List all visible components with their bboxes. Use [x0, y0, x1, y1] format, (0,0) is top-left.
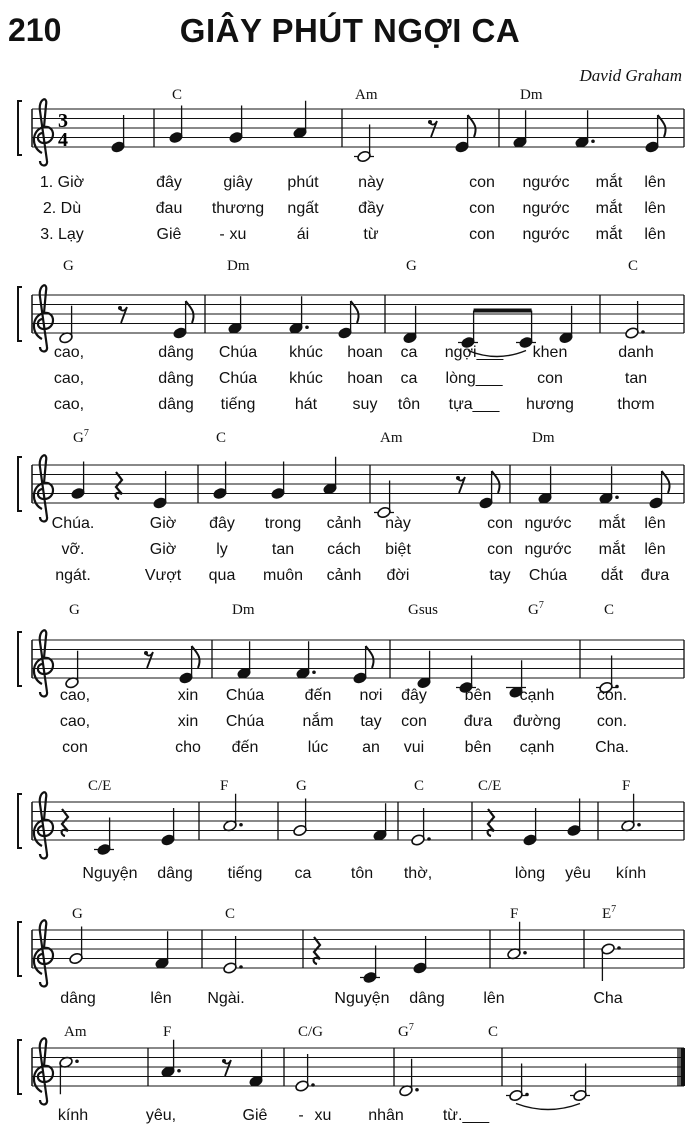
system-bracket: [18, 794, 22, 848]
lyric-syllable: con: [62, 739, 88, 756]
lyric-syllable: Giờ: [149, 515, 177, 532]
lyric-syllable: đến: [304, 687, 332, 704]
lyric-syllable: từ: [363, 226, 379, 243]
lyric-syllable: yêu,: [145, 1107, 177, 1124]
lyric-syllable: kính: [615, 865, 647, 882]
lyric-syllable: bên: [464, 739, 492, 756]
dot: [641, 330, 645, 334]
lyric-syllable: nhân: [368, 1107, 404, 1124]
lyric-syllable: xu: [229, 226, 247, 243]
lyric-syllable: Chúa: [528, 567, 568, 584]
lyric-syllable: thờ,: [403, 865, 433, 882]
lyric-syllable: Giê: [242, 1107, 268, 1124]
quarter-rest: [488, 809, 494, 836]
lyric-syllable: Chúa: [225, 713, 265, 730]
lyric-syllable: an: [362, 739, 380, 756]
lyric-syllable: lên: [644, 200, 666, 217]
lyric-syllable: tiếng: [220, 396, 256, 413]
lyric-syllable: tay: [360, 713, 382, 730]
quarter-rest: [62, 809, 68, 836]
lyric-syllable: xin: [177, 713, 199, 730]
lyric-syllable: ngước: [524, 541, 572, 558]
chord-symbol: C: [628, 258, 639, 274]
lyric-syllable: Chúa.: [51, 515, 95, 532]
lyric-syllable: con.: [596, 713, 628, 730]
lyric-syllable: Nguyện: [82, 865, 138, 882]
lyric-syllable: cạnh: [519, 739, 555, 756]
lyric-syllable: đưa: [463, 713, 493, 730]
time-signature-top: 3: [58, 110, 68, 132]
lyric-syllable: con: [487, 541, 513, 558]
dot: [177, 1069, 181, 1073]
chord-symbol: Am: [64, 1024, 87, 1040]
lyric-syllable: hoan: [347, 370, 383, 387]
lyric-syllable: xin: [177, 687, 199, 704]
lyric-syllable: ly: [216, 541, 228, 558]
chord-symbol: $E^7$: [602, 904, 617, 922]
chord-symbol: Gsus: [408, 602, 439, 618]
lyric-syllable: nắm: [302, 713, 334, 730]
lyric-syllable: tựa___: [448, 396, 500, 413]
lyric-syllable: 2. Dù: [42, 200, 82, 217]
lyric-syllable: tan: [271, 541, 295, 558]
lyric-syllable: khúc: [289, 370, 323, 387]
lyric-syllable: lên: [644, 174, 666, 191]
lyric-syllable: mắt: [595, 200, 623, 217]
lyric-syllable: -: [219, 226, 225, 243]
final-barline: [681, 1048, 685, 1086]
lyric-syllable: Giờ: [149, 541, 177, 558]
dot: [617, 946, 621, 950]
lyric-syllable: ngước: [522, 200, 570, 217]
lyric-syllable: Ngài.: [207, 990, 245, 1007]
lyric-syllable: lên: [644, 226, 666, 243]
lyric-syllable: này: [385, 515, 411, 532]
lyric-syllable: cao,: [53, 396, 85, 413]
chord-symbol: C: [604, 602, 615, 618]
chord-symbol: $G^7$: [398, 1022, 414, 1040]
song-title: GIÂY PHÚT NGỢI CA: [179, 12, 521, 49]
lyric-syllable: khúc: [289, 344, 323, 361]
eighth-rest: [144, 651, 148, 655]
system-bracket: [18, 632, 22, 686]
lyric-syllable: dâng: [158, 344, 194, 361]
chord-superscript: 7: [83, 428, 89, 439]
chord-symbol: C/E: [88, 778, 112, 794]
chord-symbol: $G^7$: [528, 600, 544, 618]
chord-symbol: C: [225, 906, 236, 922]
quarter-rest: [116, 472, 122, 499]
lyric-syllable: ngợi___: [444, 344, 504, 361]
lyric-syllable: lòng: [514, 865, 546, 882]
dot: [525, 1093, 529, 1097]
lyric-syllable: lúc: [307, 739, 329, 756]
lyric-syllable: mắt: [595, 174, 623, 191]
lyric-syllable: tiếng: [227, 865, 263, 882]
lyric-syllable: hương: [526, 396, 574, 413]
hymn-number: 210: [8, 12, 62, 48]
chord-symbol: Dm: [520, 87, 543, 103]
chord-symbol: Am: [355, 87, 378, 103]
lyric-syllable: đời: [386, 567, 410, 584]
composer-credit: David Graham: [579, 66, 682, 85]
lyric-syllable: con: [469, 226, 495, 243]
chord-symbol: $G^7$: [73, 428, 89, 446]
lyric-syllable: qua: [208, 567, 236, 584]
time-signature-bottom: 4: [58, 129, 68, 151]
lyric-syllable: 3. Lạy: [40, 226, 84, 243]
lyric-syllable: vỡ.: [61, 541, 85, 558]
lyric-syllable: con: [469, 200, 495, 217]
lyric-syllable: mắt: [595, 226, 623, 243]
lyric-syllable: cao,: [53, 344, 85, 361]
lyric-syllable: đến: [231, 739, 259, 756]
lyric-syllable: cao,: [53, 370, 85, 387]
music-system: [18, 600, 684, 756]
lyric-syllable: nơi: [359, 687, 383, 704]
lyric-syllable: lên: [150, 990, 172, 1007]
lyric-syllable: dâng: [158, 370, 194, 387]
lyric-syllable: khen: [532, 344, 568, 361]
lyric-syllable: giây: [223, 174, 253, 191]
system-bracket: [18, 101, 22, 155]
lyric-syllable: ca: [400, 344, 418, 361]
dot: [427, 837, 431, 841]
system-bracket: [18, 457, 22, 511]
lyric-syllable: này: [358, 174, 384, 191]
lyric-syllable: bên: [464, 687, 492, 704]
lyric-syllable: Cha.: [595, 739, 629, 756]
lyric-syllable: đường: [513, 713, 561, 730]
lyric-syllable: dắt: [600, 567, 624, 584]
lyric-syllable: tan: [624, 370, 648, 387]
lyric-syllable: cao,: [59, 687, 91, 704]
eighth-rest: [428, 120, 432, 124]
dot: [239, 823, 243, 827]
chord-symbol: G: [406, 258, 417, 274]
chord-symbol: Dm: [532, 430, 555, 446]
chord-symbol: Am: [380, 430, 403, 446]
lyric-syllable: đây: [401, 687, 427, 704]
lyric-syllable: tôn: [397, 396, 421, 413]
chord-symbol: F: [220, 778, 229, 794]
lyric-syllable: cao,: [59, 713, 91, 730]
lyric-syllable: con.: [596, 687, 628, 704]
lyric-syllable: lòng___: [445, 370, 503, 387]
lyric-syllable: danh: [618, 344, 654, 361]
system-bracket: [18, 922, 22, 976]
music-system: [18, 258, 684, 413]
chord-superscript: 7: [611, 904, 617, 915]
lyric-syllable: ca: [400, 370, 418, 387]
lyric-syllable: Cha: [593, 990, 623, 1007]
lyric-syllable: mắt: [598, 541, 626, 558]
lyric-syllable: kính: [57, 1107, 89, 1124]
chord-symbol: Dm: [232, 602, 255, 618]
lyric-syllable: ngất: [287, 200, 319, 217]
lyric-syllable: lên: [644, 541, 666, 558]
lyric-syllable: lên: [483, 990, 505, 1007]
chord-symbol: Dm: [227, 258, 250, 274]
lyric-syllable: dâng: [158, 396, 194, 413]
system-bracket: [18, 1040, 22, 1094]
chord-symbol: F: [622, 778, 631, 794]
chord-symbol: C: [488, 1024, 499, 1040]
lyric-syllable: hát: [294, 396, 318, 413]
lyric-syllable: vui: [403, 739, 425, 756]
music-system: [18, 87, 684, 243]
chord-symbol: F: [510, 906, 519, 922]
dot: [305, 325, 309, 329]
lyric-syllable: con: [469, 174, 495, 191]
music-system: [18, 778, 684, 882]
lyric-syllable: dâng: [409, 990, 445, 1007]
lyric-syllable: biệt: [385, 541, 411, 558]
chord-symbol: G: [69, 602, 80, 618]
lyric-syllable: muôn: [262, 567, 304, 584]
lyric-syllable: -: [298, 1107, 304, 1124]
lyric-syllable: ái: [296, 226, 310, 243]
lyric-syllable: cho: [175, 739, 201, 756]
lyric-syllable: từ.___: [442, 1107, 490, 1124]
lyric-syllable: xu: [314, 1107, 332, 1124]
lyric-syllable: dâng: [60, 990, 96, 1007]
chord-symbol: G: [296, 778, 307, 794]
chord-symbol: C: [414, 778, 425, 794]
lyric-syllable: con: [401, 713, 427, 730]
lyric-syllable: mắt: [598, 515, 626, 532]
lyric-syllable: ngước: [522, 174, 570, 191]
tie: [516, 1104, 580, 1110]
lyric-syllable: yêu: [565, 865, 591, 882]
lyric-syllable: cạnh: [519, 687, 555, 704]
dot: [615, 495, 619, 499]
lyric-syllable: ngước: [524, 515, 572, 532]
chord-symbol: C: [172, 87, 183, 103]
lyric-syllable: cách: [327, 541, 361, 558]
dot: [311, 1083, 315, 1087]
lyric-syllable: đầy: [358, 200, 384, 217]
lyric-syllable: cảnh: [326, 567, 362, 584]
chord-symbol: C/E: [478, 778, 502, 794]
lyric-syllable: ngước: [522, 226, 570, 243]
lyric-syllable: trong: [264, 515, 302, 532]
lyric-syllable: tôn: [350, 865, 374, 882]
lyric-syllable: ca: [294, 865, 312, 882]
lyric-syllable: thơm: [617, 396, 655, 413]
eighth-rest: [118, 306, 122, 310]
music-system: [18, 1022, 685, 1124]
dot: [637, 823, 641, 827]
chord-symbol: G: [63, 258, 74, 274]
lyric-syllable: Chúa: [225, 687, 265, 704]
chord-superscript: 7: [408, 1022, 414, 1033]
dot: [312, 670, 316, 674]
eighth-rest: [222, 1059, 226, 1063]
lyric-syllable: Nguyện: [334, 990, 390, 1007]
lyric-syllable: đây: [209, 515, 235, 532]
dot: [415, 1088, 419, 1092]
chord-symbol: C/G: [298, 1024, 324, 1040]
lyric-syllable: hoan: [347, 344, 383, 361]
music-system: [18, 428, 684, 584]
lyric-syllable: đưa: [640, 567, 670, 584]
lyric-syllable: Vượt: [144, 567, 182, 584]
music-system: [18, 904, 684, 1007]
quarter-rest: [314, 937, 320, 964]
dot: [239, 965, 243, 969]
lyric-syllable: Chúa: [218, 370, 258, 387]
lyric-syllable: 1. Giờ: [39, 174, 85, 191]
lyric-syllable: lên: [644, 515, 666, 532]
lyric-syllable: đau: [155, 200, 183, 217]
lyric-syllable: con: [487, 515, 513, 532]
lyric-syllable: phút: [287, 174, 319, 191]
lyric-syllable: Giê: [156, 226, 182, 243]
lyric-syllable: tay: [489, 567, 511, 584]
dot: [75, 1059, 79, 1063]
lyric-syllable: Chúa: [218, 344, 258, 361]
eighth-rest: [456, 476, 460, 480]
dot: [523, 951, 527, 955]
lyric-syllable: đây: [156, 174, 182, 191]
chord-superscript: 7: [538, 600, 544, 611]
chord-symbol: C: [216, 430, 227, 446]
lyric-syllable: cảnh: [326, 515, 362, 532]
lyric-syllable: dâng: [157, 865, 193, 882]
lyric-syllable: suy: [352, 396, 378, 413]
system-bracket: [18, 287, 22, 341]
chord-symbol: F: [163, 1024, 172, 1040]
dot: [591, 139, 595, 143]
lyric-syllable: thương: [211, 200, 265, 217]
lyric-syllable: con: [537, 370, 563, 387]
lyric-syllable: ngát.: [55, 567, 91, 584]
chord-symbol: G: [72, 906, 83, 922]
